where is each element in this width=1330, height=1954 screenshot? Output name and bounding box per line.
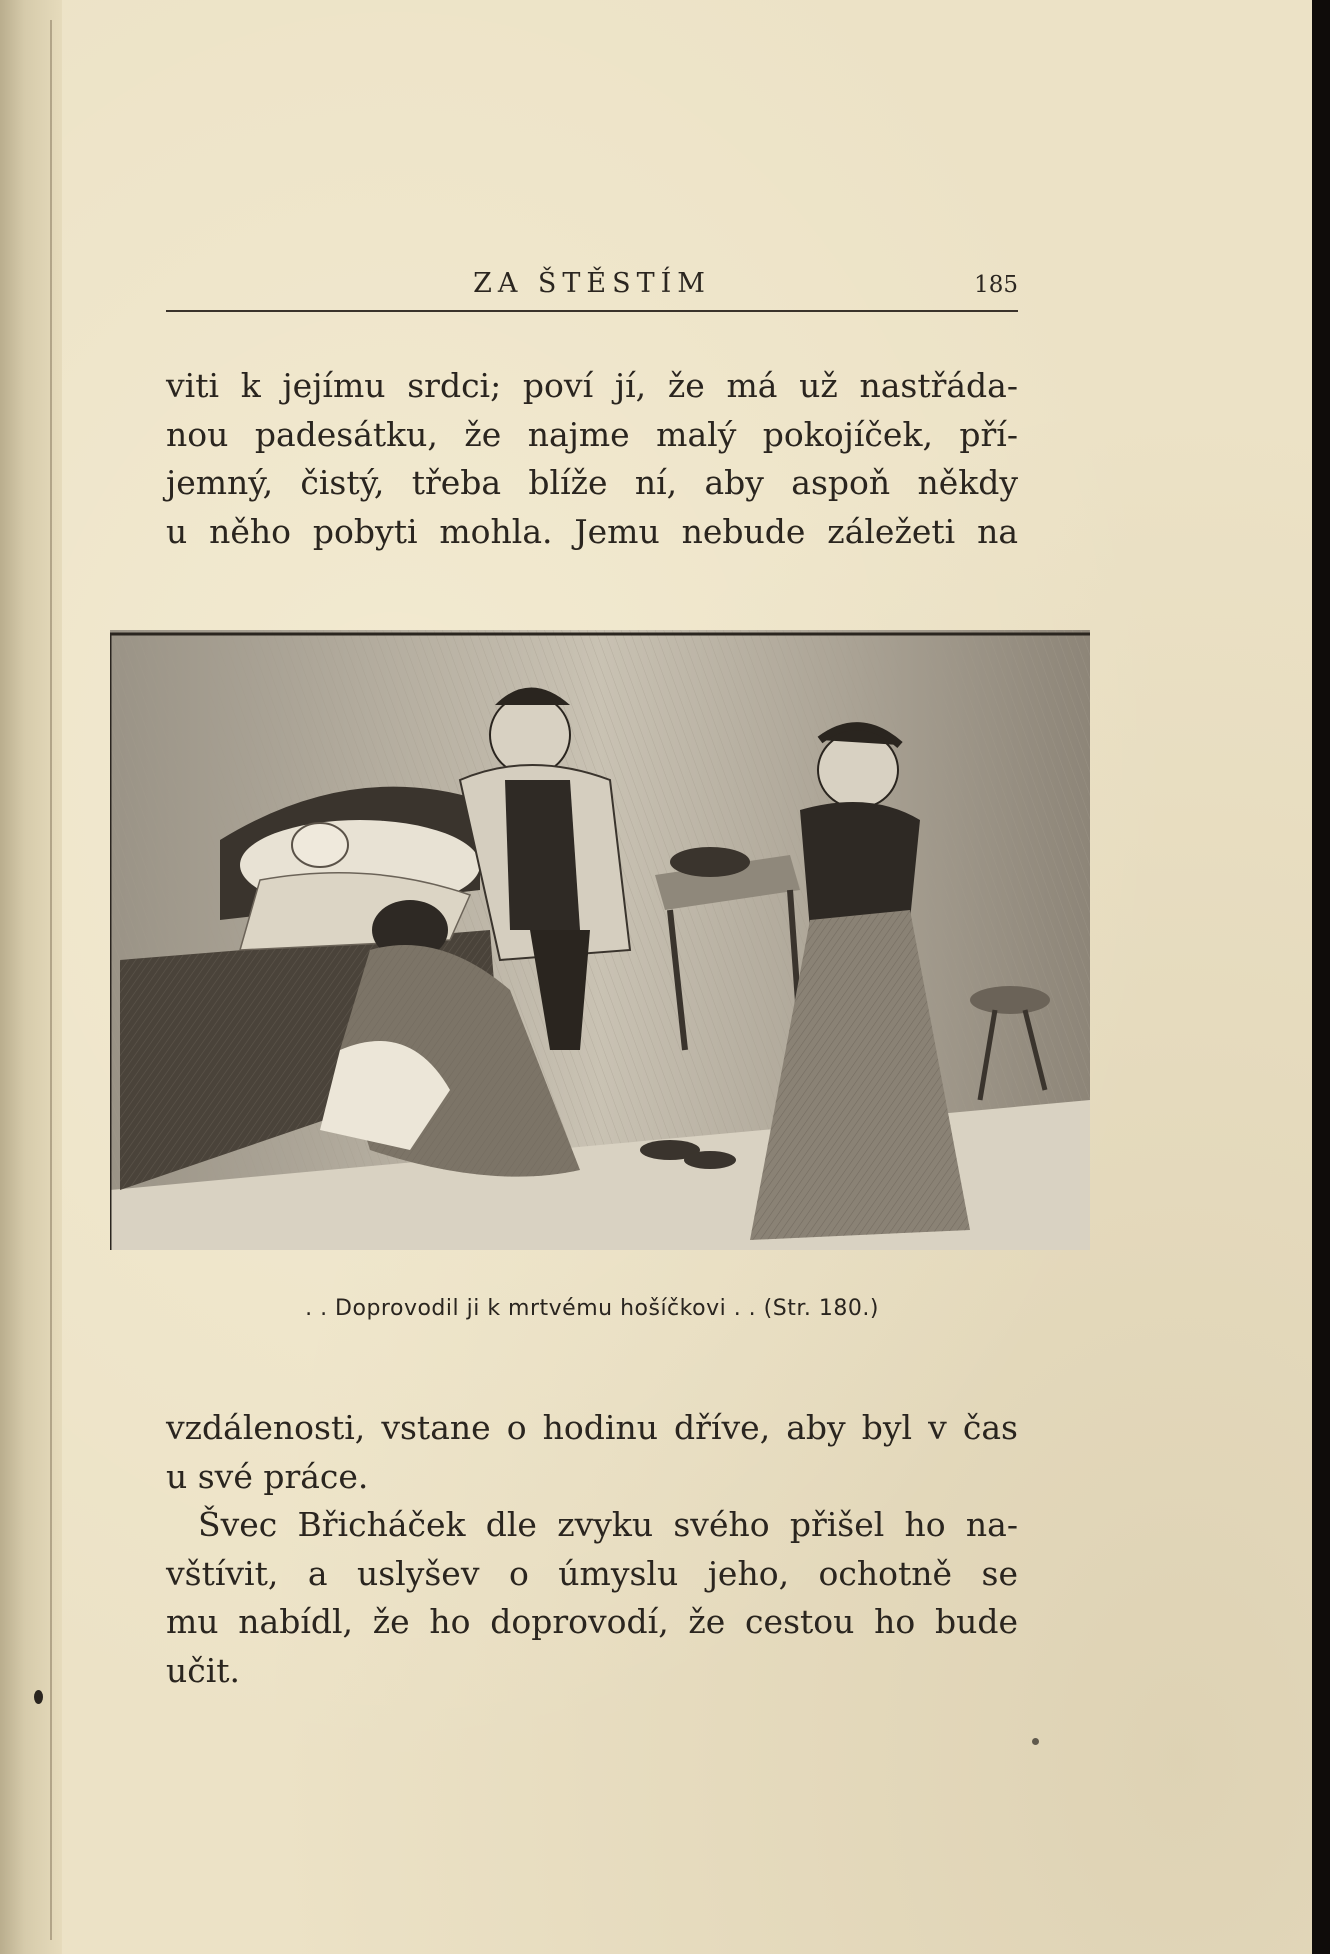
text-line: u něho pobyti mohla. Jemu nebude záležeti na: [166, 511, 1018, 551]
paragraph-last: [166, 1501, 1018, 1695]
page-number: 185: [974, 272, 1018, 298]
running-title: ZA ŠTĚSTÍM: [473, 268, 711, 299]
text-line: vzdálenosti, vstane o hodinu dříve, aby byl v čas: [166, 1408, 1018, 1447]
page-gutter: [0, 0, 62, 1954]
gutter-fold-line: [50, 20, 52, 1940]
paragraph-top: [166, 362, 1018, 556]
ink-speck: [1032, 1738, 1039, 1745]
text-line: jemný, čistý, třeba blíže ní, aby aspoň někdy: [166, 463, 1018, 502]
engraving-image: [110, 630, 1090, 1250]
text-line: Švec Břicháček dle zvyku svého přišel ho na-: [198, 1505, 1018, 1544]
text-line: viti k jejímu srdci; poví jí, že má už nastřáda-: [166, 366, 1018, 405]
text-line: u své práce.: [166, 1456, 369, 1496]
text-line: mu nabídl, že ho doprovodí, že cestou ho bude: [166, 1602, 1018, 1641]
paragraph-bottom: [166, 1404, 1018, 1501]
text-line: učit.: [166, 1650, 241, 1690]
illustration-caption: . . Doprovodil ji k mrtvému hošíčkovi . . (Str. 180.): [305, 1296, 879, 1321]
scan-right-edge: [1312, 0, 1330, 1954]
header-rule: [166, 310, 1018, 312]
text-line: vštívit, a uslyšev o úmyslu jeho, ochotně se: [166, 1553, 1018, 1593]
running-head: [166, 268, 1018, 308]
illustration-engraving: [110, 630, 1090, 1250]
ink-speck: [34, 1690, 43, 1704]
text-line: nou padesátku, že najme malý pokojíček, pří-: [166, 414, 1018, 454]
